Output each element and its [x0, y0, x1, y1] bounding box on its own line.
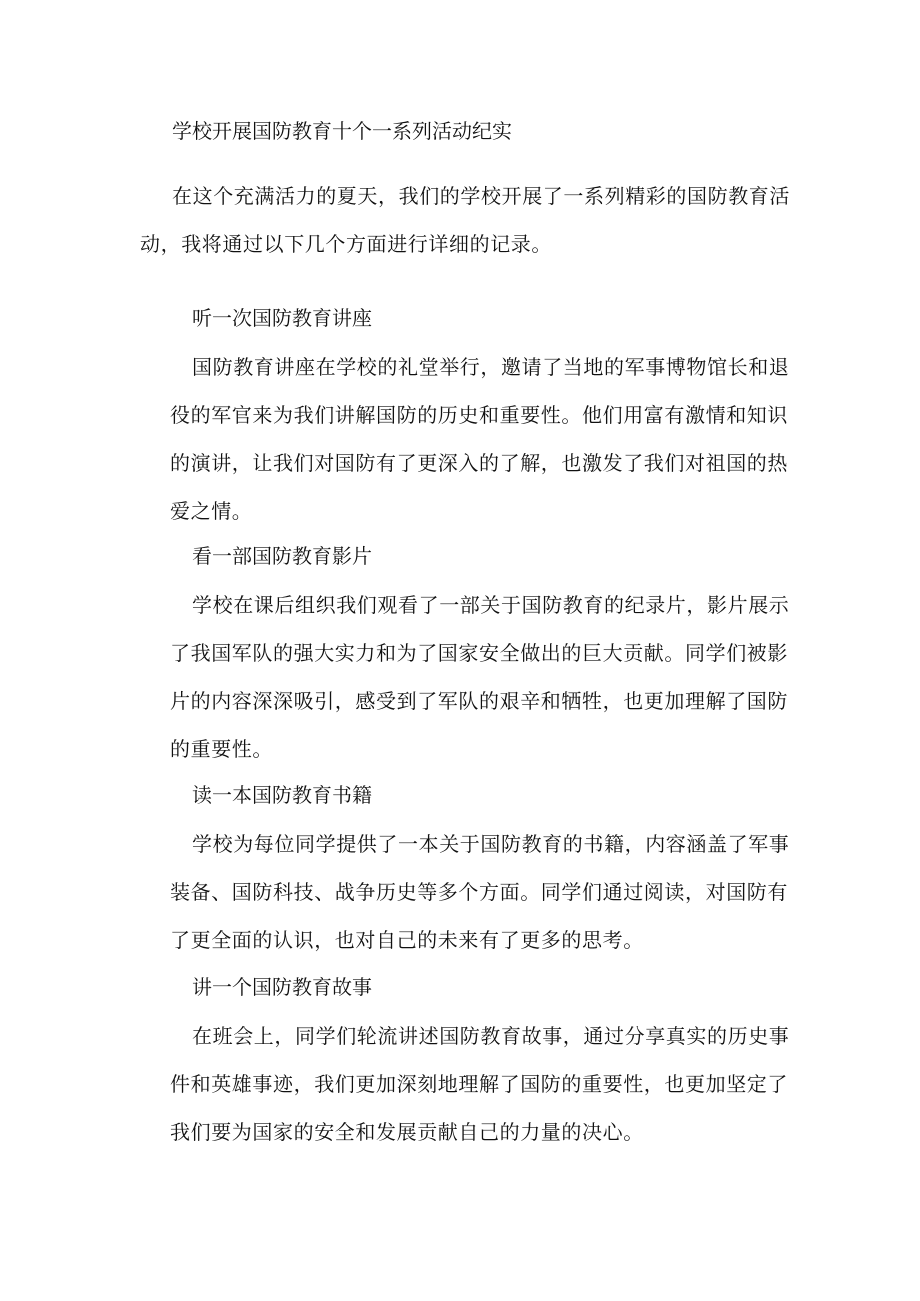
section-body-lecture: 国防教育讲座在学校的礼堂举行，邀请了当地的军事博物馆长和退役的军官来为我们讲解国防的历史和重要性。他们用富有激情和知识的演讲，让我们对国防有了更深入的了解，也激发了我们对祖国的热爱之情。: [170, 355, 790, 523]
section-body-film: 学校在课后组织我们观看了一部关于国防教育的纪录片，影片展示了我国军队的强大实力和为了国家安全做出的巨大贡献。同学们被影片的内容深深吸引，感受到了军队的艰辛和牺牲，也更加理解了国防的重要性。: [170, 593, 790, 761]
section-body-story: 在班会上，同学们轮流讲述国防教育故事，通过分享真实的历史事件和英雄事迹，我们更加深刻地理解了国防的重要性，也更加坚定了我们要为国家的安全和发展贡献自己的力量的决心。: [170, 1024, 790, 1144]
section-heading-lecture: 听一次国防教育讲座: [192, 306, 372, 330]
document-title: 学校开展国防教育十个一系列活动纪实: [172, 119, 512, 143]
section-heading-book: 读一本国防教育书籍: [192, 783, 372, 807]
section-heading-story: 讲一个国防教育故事: [192, 975, 372, 999]
intro-paragraph: 在这个充满活力的夏天，我们的学校开展了一系列精彩的国防教育活动，我将通过以下几个方面进行详细的记录。: [140, 184, 790, 256]
section-heading-film: 看一部国防教育影片: [192, 544, 372, 568]
section-body-book: 学校为每位同学提供了一本关于国防教育的书籍，内容涵盖了军事装备、国防科技、战争历史等多个方面。同学们通过阅读，对国防有了更全面的认识，也对自己的未来有了更多的思考。: [170, 832, 790, 952]
